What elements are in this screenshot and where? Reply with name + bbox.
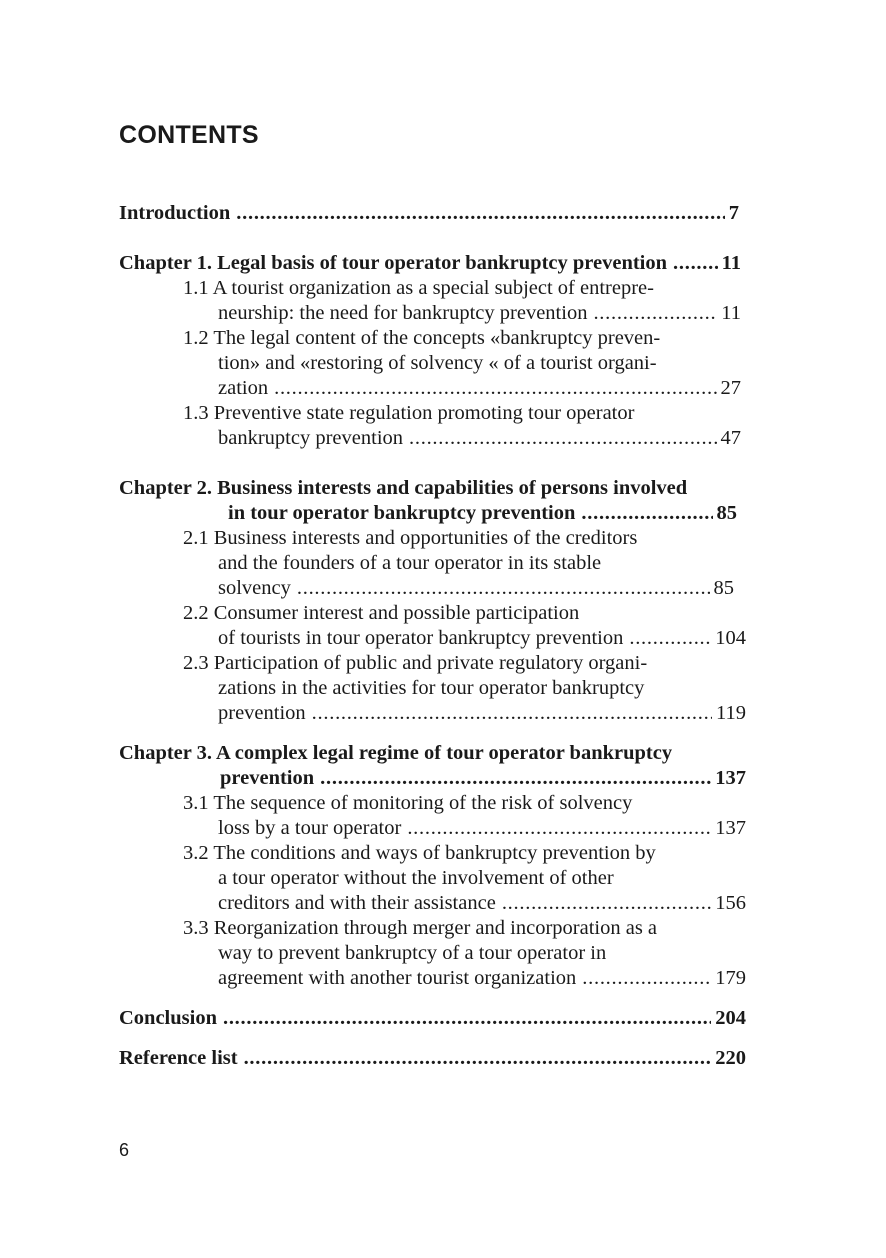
page-title: CONTENTS	[119, 121, 259, 149]
page-number: 6	[119, 1140, 130, 1160]
toc-section-3-3-line[interactable]: way to prevent bankruptcy of a tour operator in	[218, 942, 607, 964]
toc-section-1-2[interactable]	[218, 376, 741, 401]
toc-section-3-2-line[interactable]: a tour operator without the involvement of other	[218, 867, 614, 889]
toc-entry-introduction[interactable]	[119, 201, 739, 226]
toc-page-number: 137	[715, 767, 746, 789]
toc-section-text: prevention	[218, 702, 306, 724]
toc-entry-title: Conclusion	[119, 1007, 217, 1029]
toc-page-number: 85	[713, 577, 734, 599]
toc-section-3-1[interactable]	[218, 816, 746, 841]
dot-leader	[582, 966, 711, 991]
toc-section-1-3-line[interactable]: 1.3 Preventive state regulation promoting tour operator	[183, 402, 635, 424]
toc-section-2-1[interactable]	[218, 576, 734, 601]
toc-section-2-1-line[interactable]: 2.1 Business interests and opportunities of the creditors	[183, 527, 638, 549]
dot-leader	[244, 1046, 712, 1071]
dot-leader	[223, 1006, 711, 1031]
dot-leader	[297, 576, 710, 601]
toc-section-text: loss by a tour operator	[218, 817, 402, 839]
toc-section-text: zation	[218, 377, 269, 399]
toc-page-number: 119	[716, 702, 746, 724]
toc-entry-reference-list[interactable]	[119, 1046, 746, 1071]
toc-chapter-2-line[interactable]: Chapter 2. Business interests and capabilities of persons involved	[119, 477, 688, 499]
toc-section-3-3[interactable]	[218, 966, 746, 991]
dot-leader	[673, 251, 718, 276]
toc-page-number: 11	[721, 302, 741, 324]
toc-section-1-1-line[interactable]: 1.1 A tourist organization as a special subject of entrepre-	[183, 277, 654, 299]
dot-leader	[502, 891, 711, 916]
toc-section-2-3[interactable]	[218, 701, 746, 726]
toc-page-number: 137	[715, 817, 746, 839]
toc-entry-chapter-2[interactable]	[228, 501, 737, 526]
toc-section-text: neurship: the need for bankruptcy prevention	[218, 302, 588, 324]
toc-page-number: 27	[720, 377, 741, 399]
toc-page-number: 104	[715, 627, 746, 649]
toc-page-number: 11	[721, 252, 741, 274]
toc-section-3-2[interactable]	[218, 891, 746, 916]
toc-page-number: 156	[715, 892, 746, 914]
dot-leader	[312, 701, 712, 726]
dot-leader	[581, 501, 712, 526]
toc-chapter-title: prevention	[220, 767, 315, 789]
toc-section-2-3-line[interactable]: zations in the activities for tour operator bankruptcy	[218, 677, 645, 699]
toc-chapter-3-line[interactable]: Chapter 3. A complex legal regime of tour operator bankruptcy	[119, 742, 673, 764]
toc-chapter-title: Chapter 1. Legal basis of tour operator bankruptcy prevention	[119, 252, 668, 274]
toc-entry-chapter-3[interactable]	[220, 766, 746, 791]
toc-entry-title: Reference list	[119, 1047, 238, 1069]
toc-page-number: 47	[720, 427, 741, 449]
toc-section-text: solvency	[218, 577, 291, 599]
toc-section-text: creditors and with their assistance	[218, 892, 496, 914]
toc-section-3-2-line[interactable]: 3.2 The conditions and ways of bankruptcy prevention by	[183, 842, 656, 864]
dot-leader	[409, 426, 716, 451]
toc-page-number: 220	[715, 1047, 746, 1069]
toc-section-1-3[interactable]	[218, 426, 741, 451]
toc-section-3-3-line[interactable]: 3.3 Reorganization through merger and incorporation as a	[183, 917, 658, 939]
toc-page-number: 179	[715, 967, 746, 989]
toc-page-number: 85	[716, 502, 737, 524]
toc-section-1-1[interactable]	[218, 301, 741, 326]
toc-section-2-2-line[interactable]: 2.2 Consumer interest and possible participation	[183, 602, 580, 624]
dot-leader	[407, 816, 711, 841]
toc-entry-chapter-1[interactable]	[119, 251, 741, 276]
dot-leader	[629, 626, 711, 651]
toc-entry-title: Introduction	[119, 202, 231, 224]
toc-section-text: bankruptcy prevention	[218, 427, 404, 449]
toc-section-2-3-line[interactable]: 2.3 Participation of public and private regulatory organi-	[183, 652, 648, 674]
toc-section-1-2-line[interactable]: 1.2 The legal content of the concepts «bankruptcy preven-	[183, 327, 661, 349]
toc-entry-conclusion[interactable]	[119, 1006, 746, 1031]
toc-section-3-1-line[interactable]: 3.1 The sequence of monitoring of the risk of solvency	[183, 792, 633, 814]
toc-section-1-2-line[interactable]: tion» and «restoring of solvency « of a tourist organi-	[218, 352, 657, 374]
dot-leader	[236, 201, 724, 226]
toc-section-text: agreement with another tourist organization	[218, 967, 577, 989]
toc-section-2-2[interactable]	[218, 626, 746, 651]
dot-leader	[274, 376, 716, 401]
toc-section-2-1-line[interactable]: and the founders of a tour operator in its stable	[218, 552, 602, 574]
toc-page-number: 7	[728, 202, 739, 224]
dot-leader	[593, 301, 717, 326]
toc-section-text: of tourists in tour operator bankruptcy prevention	[218, 627, 624, 649]
toc-chapter-title: in tour operator bankruptcy prevention	[228, 502, 576, 524]
toc-page-number: 204	[715, 1007, 746, 1029]
dot-leader	[320, 766, 711, 791]
